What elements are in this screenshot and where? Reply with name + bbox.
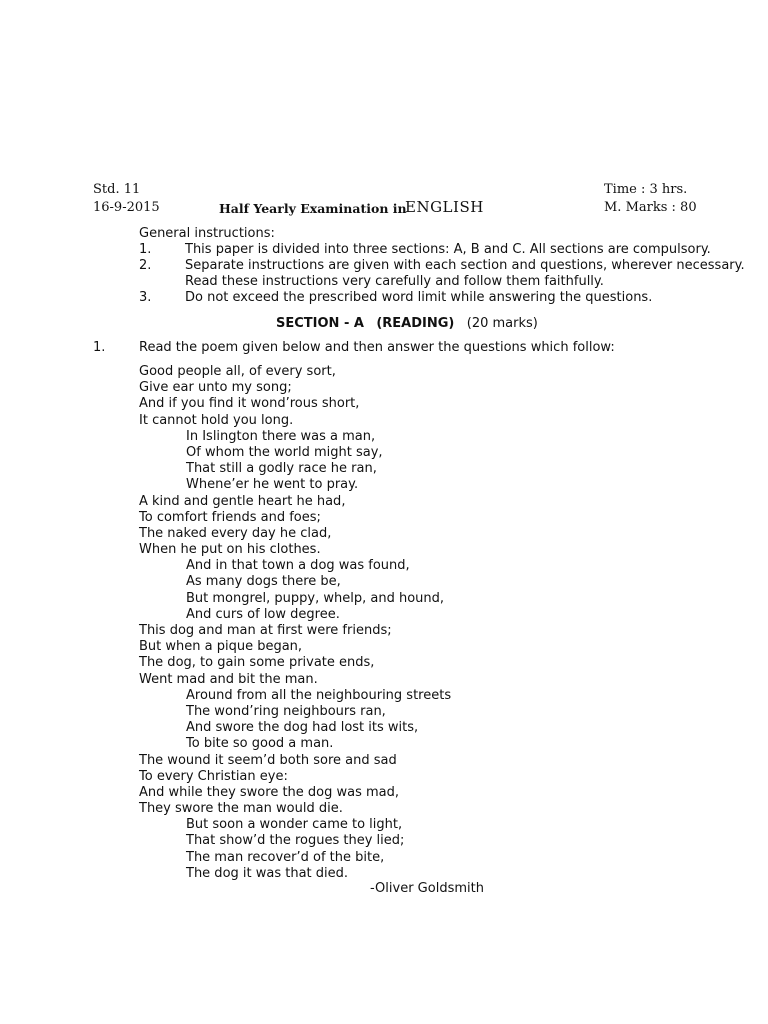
poem-line: And if you find it wond’rous short, [139,396,360,412]
poem-stanza [139,558,451,623]
instruction-text: Do not exceed the prescribed word limit while answering the questions. [185,290,653,305]
poem-line: The dog, to gain some private ends, [139,655,375,671]
section-marks: (20 marks) [466,316,538,331]
poem-line: The wound it seem’d both sore and sad [139,752,397,768]
poem-line: Around from all the neighbouring streets [186,687,452,703]
poem-author: -Oliver Goldsmith [370,881,484,896]
poem-line: The wond’ring neighbours ran, [186,703,386,719]
section-part: (READING) [376,316,455,331]
poem-stanza [139,623,451,688]
exam-subject: ENGLISH [405,198,484,216]
exam-date: 16-9-2015 [93,200,160,215]
poem-line: To bite so good a man. [186,736,334,752]
poem-line: Went mad and bit the man. [139,671,318,687]
poem-line: But when a pique began, [139,639,303,655]
poem-line: And swore the dog had lost its wits, [186,720,419,736]
instruction-number: 3. [139,290,152,305]
poem-line: When he put on his clothes. [139,542,321,558]
std-label: Std. 11 [93,182,141,197]
instruction-text: Separate instructions are given with each section and questions, wherever necessary. [185,258,745,273]
instruction-text: Read these instructions very carefully and follow them faithfully. [185,274,604,289]
poem-line: A kind and gentle heart he had, [139,493,346,509]
section-heading [276,316,538,331]
poem-stanza [139,753,451,818]
poem-line: The man recover’d of the bite, [186,849,385,865]
poem-line: And curs of low degree. [186,606,340,622]
poem-stanza [139,688,451,753]
poem-line: To comfort friends and foes; [139,509,321,525]
poem-line: Whene’er he went to pray. [186,477,359,493]
poem-line: As many dogs there be, [186,574,341,590]
poem-stanza [139,364,451,429]
instruction-number: 2. [139,258,152,273]
section-name: SECTION - A [276,316,364,331]
instruction-number: 1. [139,242,152,257]
poem-line: To every Christian eye: [139,768,288,784]
poem-line: But soon a wonder came to light, [186,817,403,833]
poem-line: And in that town a dog was found, [186,558,410,574]
poem-line: This dog and man at first were friends; [139,623,392,638]
poem [139,364,451,882]
poem-line: It cannot hold you long. [139,412,294,428]
max-marks: M. Marks : 80 [604,200,697,215]
instruction-text: This paper is divided into three sections: A, B and C. All sections are compulsory. [185,242,711,257]
poem-line: The dog it was that died. [186,865,349,881]
question-number: 1. [93,340,106,355]
poem-line: Give ear unto my song; [139,380,292,396]
instructions-title: General instructions: [139,226,275,241]
poem-line: The naked every day he clad, [139,525,332,541]
poem-line: In Islington there was a man, [186,428,376,444]
exam-time: Time : 3 hrs. [604,182,688,197]
poem-line: That still a godly race he ran, [186,461,377,477]
poem-line: And while they swore the dog was mad, [139,784,400,800]
poem-stanza [139,817,451,882]
poem-line: Of whom the world might say, [186,444,383,460]
exam-title: Half Yearly Examination in [219,201,407,216]
poem-line: They swore the man would die. [139,801,343,817]
question-text: Read the poem given below and then answer the questions which follow: [139,340,615,355]
poem-stanza [139,494,451,559]
poem-stanza [139,429,451,494]
poem-line: That show’d the rogues they lied; [186,833,405,849]
poem-line: Good people all, of every sort, [139,364,336,379]
poem-line: But mongrel, puppy, whelp, and hound, [186,590,445,606]
